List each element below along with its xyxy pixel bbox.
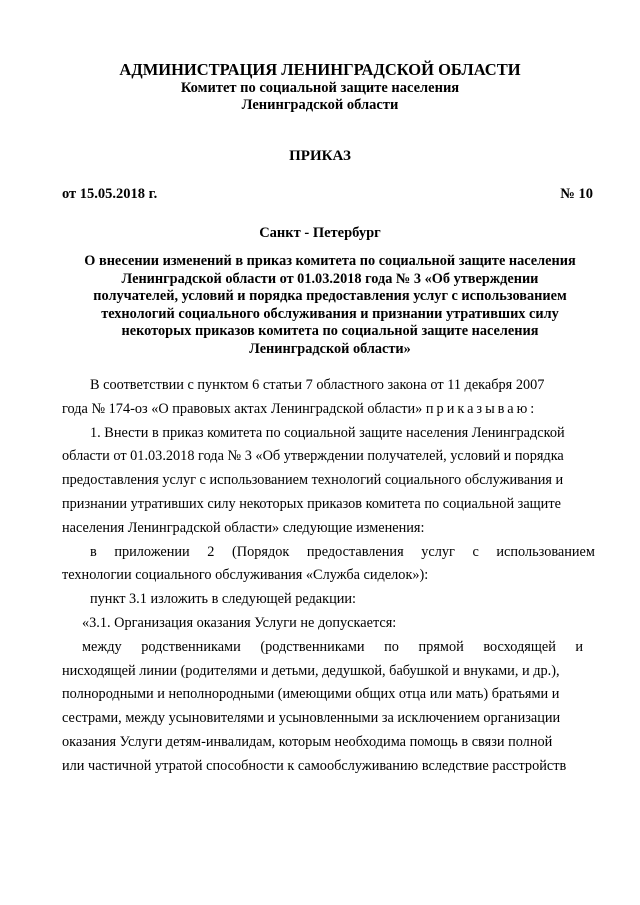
body-line: технологии социального обслуживания «Служба сиделок»):: [62, 567, 429, 584]
region-title: Ленинградской области: [241, 97, 399, 113]
body-line: оказания Услуги детям-инвалидам, которым необходима помощь в связи полной: [62, 733, 553, 750]
body-line: пункт 3.1 изложить в следующей редакции:: [90, 591, 357, 608]
committee-title: Комитет по социальной защите населения: [180, 80, 460, 96]
subject-line: О внесении изменений в приказ комитета по социальной защите населения: [84, 253, 576, 269]
order-number: № 10: [560, 186, 593, 202]
subject-line: Ленинградской области от 01.03.2018 года № 3 «Об утверждении: [121, 270, 539, 287]
body-line: 1. Внести в приказ комитета по социальной защите населения Ленинградской: [90, 424, 565, 441]
body-line: признании утративших силу некоторых приказов комитета по социальной защите: [62, 495, 561, 512]
order-date: от 15.05.2018 г.: [62, 186, 158, 202]
body-line: сестрами, между усыновителями и усыновленными за исключением организации: [62, 710, 561, 727]
body-line: в приложении 2 (Порядок предоставления услуг с использованием: [90, 543, 595, 560]
body-line: года № 174-оз «О правовых актах Ленинградской области» приказываю:: [62, 400, 538, 417]
subject-line: некоторых приказов комитета по социальной защите населения: [121, 323, 539, 339]
decree-word: приказываю:: [425, 400, 538, 417]
administration-title: АДМИНИСТРАЦИЯ ЛЕНИНГРАДСКОЙ ОБЛАСТИ: [119, 60, 521, 79]
body-line: области от 01.03.2018 года № 3 «Об утверждении получателей, условий и порядка: [62, 448, 564, 465]
body-line: населения Ленинградской области» следующие изменения:: [62, 519, 425, 536]
subject-line: технологий социального обслуживания и признании утративших силу: [101, 305, 559, 322]
body-line: предоставления услуг с использованием технологий социального обслуживания и: [62, 472, 564, 489]
order-title: ПРИКАЗ: [289, 148, 351, 164]
body-line: или частичной утратой способности к самообслуживанию вследствие расстройств: [62, 757, 567, 774]
body-line: В соответствии с пунктом 6 статьи 7 областного закона от 11 декабря 2007: [90, 377, 545, 393]
body-line: «3.1. Организация оказания Услуги не допускается:: [82, 614, 397, 631]
subject-line: получателей, условий и порядка предоставления услуг с использованием: [93, 288, 567, 304]
order-city: Санкт - Петербург: [259, 225, 381, 241]
subject-line: Ленинградской области»: [249, 340, 411, 357]
body-line: между родственниками (родственниками по прямой восходящей и: [82, 638, 584, 655]
order-subject: [64, 253, 596, 358]
body-line: нисходящей линии (родителями и детьми, дедушкой, бабушкой и внуками, и др.),: [62, 662, 560, 679]
body-line: полнородными и неполнородными (имеющими общих отца или мать) братьями и: [62, 686, 560, 703]
order-body: [62, 374, 597, 779]
